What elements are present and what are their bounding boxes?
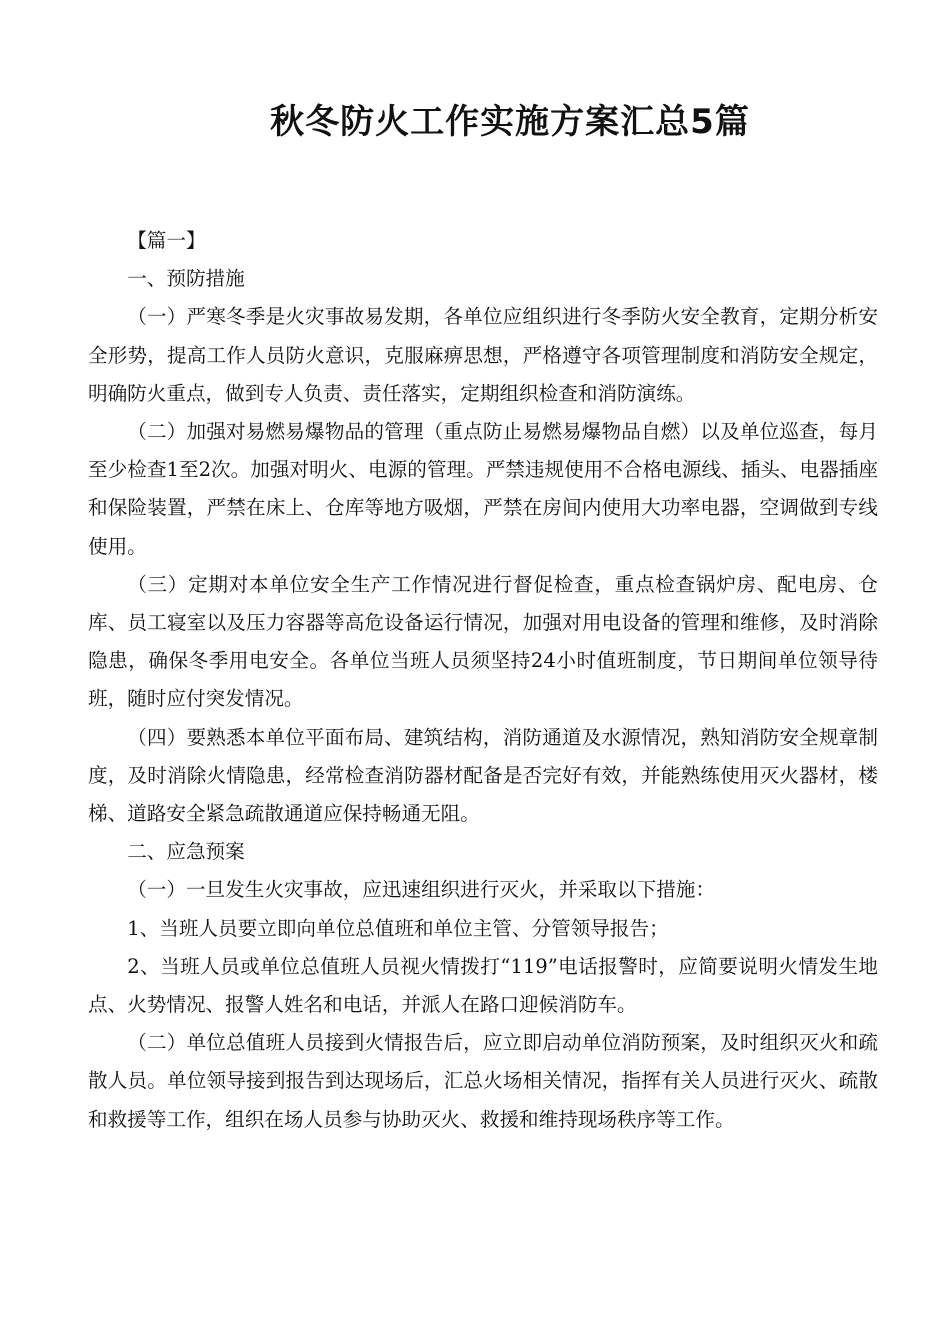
document-body bbox=[88, 222, 878, 1139]
section-heading-part-one: 【篇一】 bbox=[127, 229, 206, 252]
paragraph: （三）定期对本单位安全生产工作情况进行督促检查，重点检查锅炉房、配电房、仓库、员工寝室以及压力容器等高危设备运行情况，加强对用电设备的管理和维修，及时消除隐患，确保冬季用电安全。各单位当班人员须坚持24小时值班制度，节日期间单位领导待班，随时应付突发情况。 bbox=[88, 572, 878, 711]
document-title: 秋冬防火工作实施方案汇总5篇 bbox=[270, 102, 750, 142]
section-heading-prevention: 一、预防措施 bbox=[127, 267, 245, 291]
paragraph: （一）一旦发生火灾事故，应迅速组织进行灭火，并采取以下措施： bbox=[127, 878, 715, 902]
paragraph: （一）严寒冬季是火灾事故易发期，各单位应组织进行冬季防火安全教育，定期分析安全形势，提高工作人员防火意识，克服麻痹思想，严格遵守各项管理制度和消防安全规定，明确防火重点，做到专人负责、责任落实，定期组织检查和消防演练。 bbox=[88, 305, 878, 405]
section-heading-emergency: 二、应急预案 bbox=[127, 840, 245, 864]
paragraph: （二）单位总值班人员接到火情报告后，应立即启动单位消防预案，及时组织灭火和疏散人员。单位领导接到报告到达现场后，汇总火场相关情况，指挥有关人员进行灭火、疏散和救援等工作，组织在场人员参与协助灭火、救援和维持现场秩序等工作。 bbox=[88, 1031, 878, 1131]
paragraph: （四）要熟悉本单位平面布局、建筑结构，消防通道及水源情况，熟知消防安全规章制度，及时消除火情隐患，经常检查消防器材配备是否完好有效，并能熟练使用灭火器材，楼梯、道路安全紧急疏散通道应保持畅通无阻。 bbox=[88, 725, 878, 826]
paragraph: 2、当班人员或单位总值班人员视火情拨打“119”电话报警时，应简要说明火情发生地点、火势情况、报警人姓名和电话，并派人在路口迎候消防车。 bbox=[88, 954, 878, 1017]
paragraph: 1、当班人员要立即向单位总值班和单位主管、分管领导报告； bbox=[127, 916, 669, 940]
paragraph: （二）加强对易燃易爆物品的管理（重点防止易燃易爆物品自燃）以及单位巡查，每月至少检查1至2次。加强对明火、电源的管理。严禁违规使用不合格电源线、插头、电器插座和保险装置，严禁在床上、仓库等地方吸烟，严禁在房间内使用大功率电器，空调做到专线使用。 bbox=[88, 420, 878, 558]
